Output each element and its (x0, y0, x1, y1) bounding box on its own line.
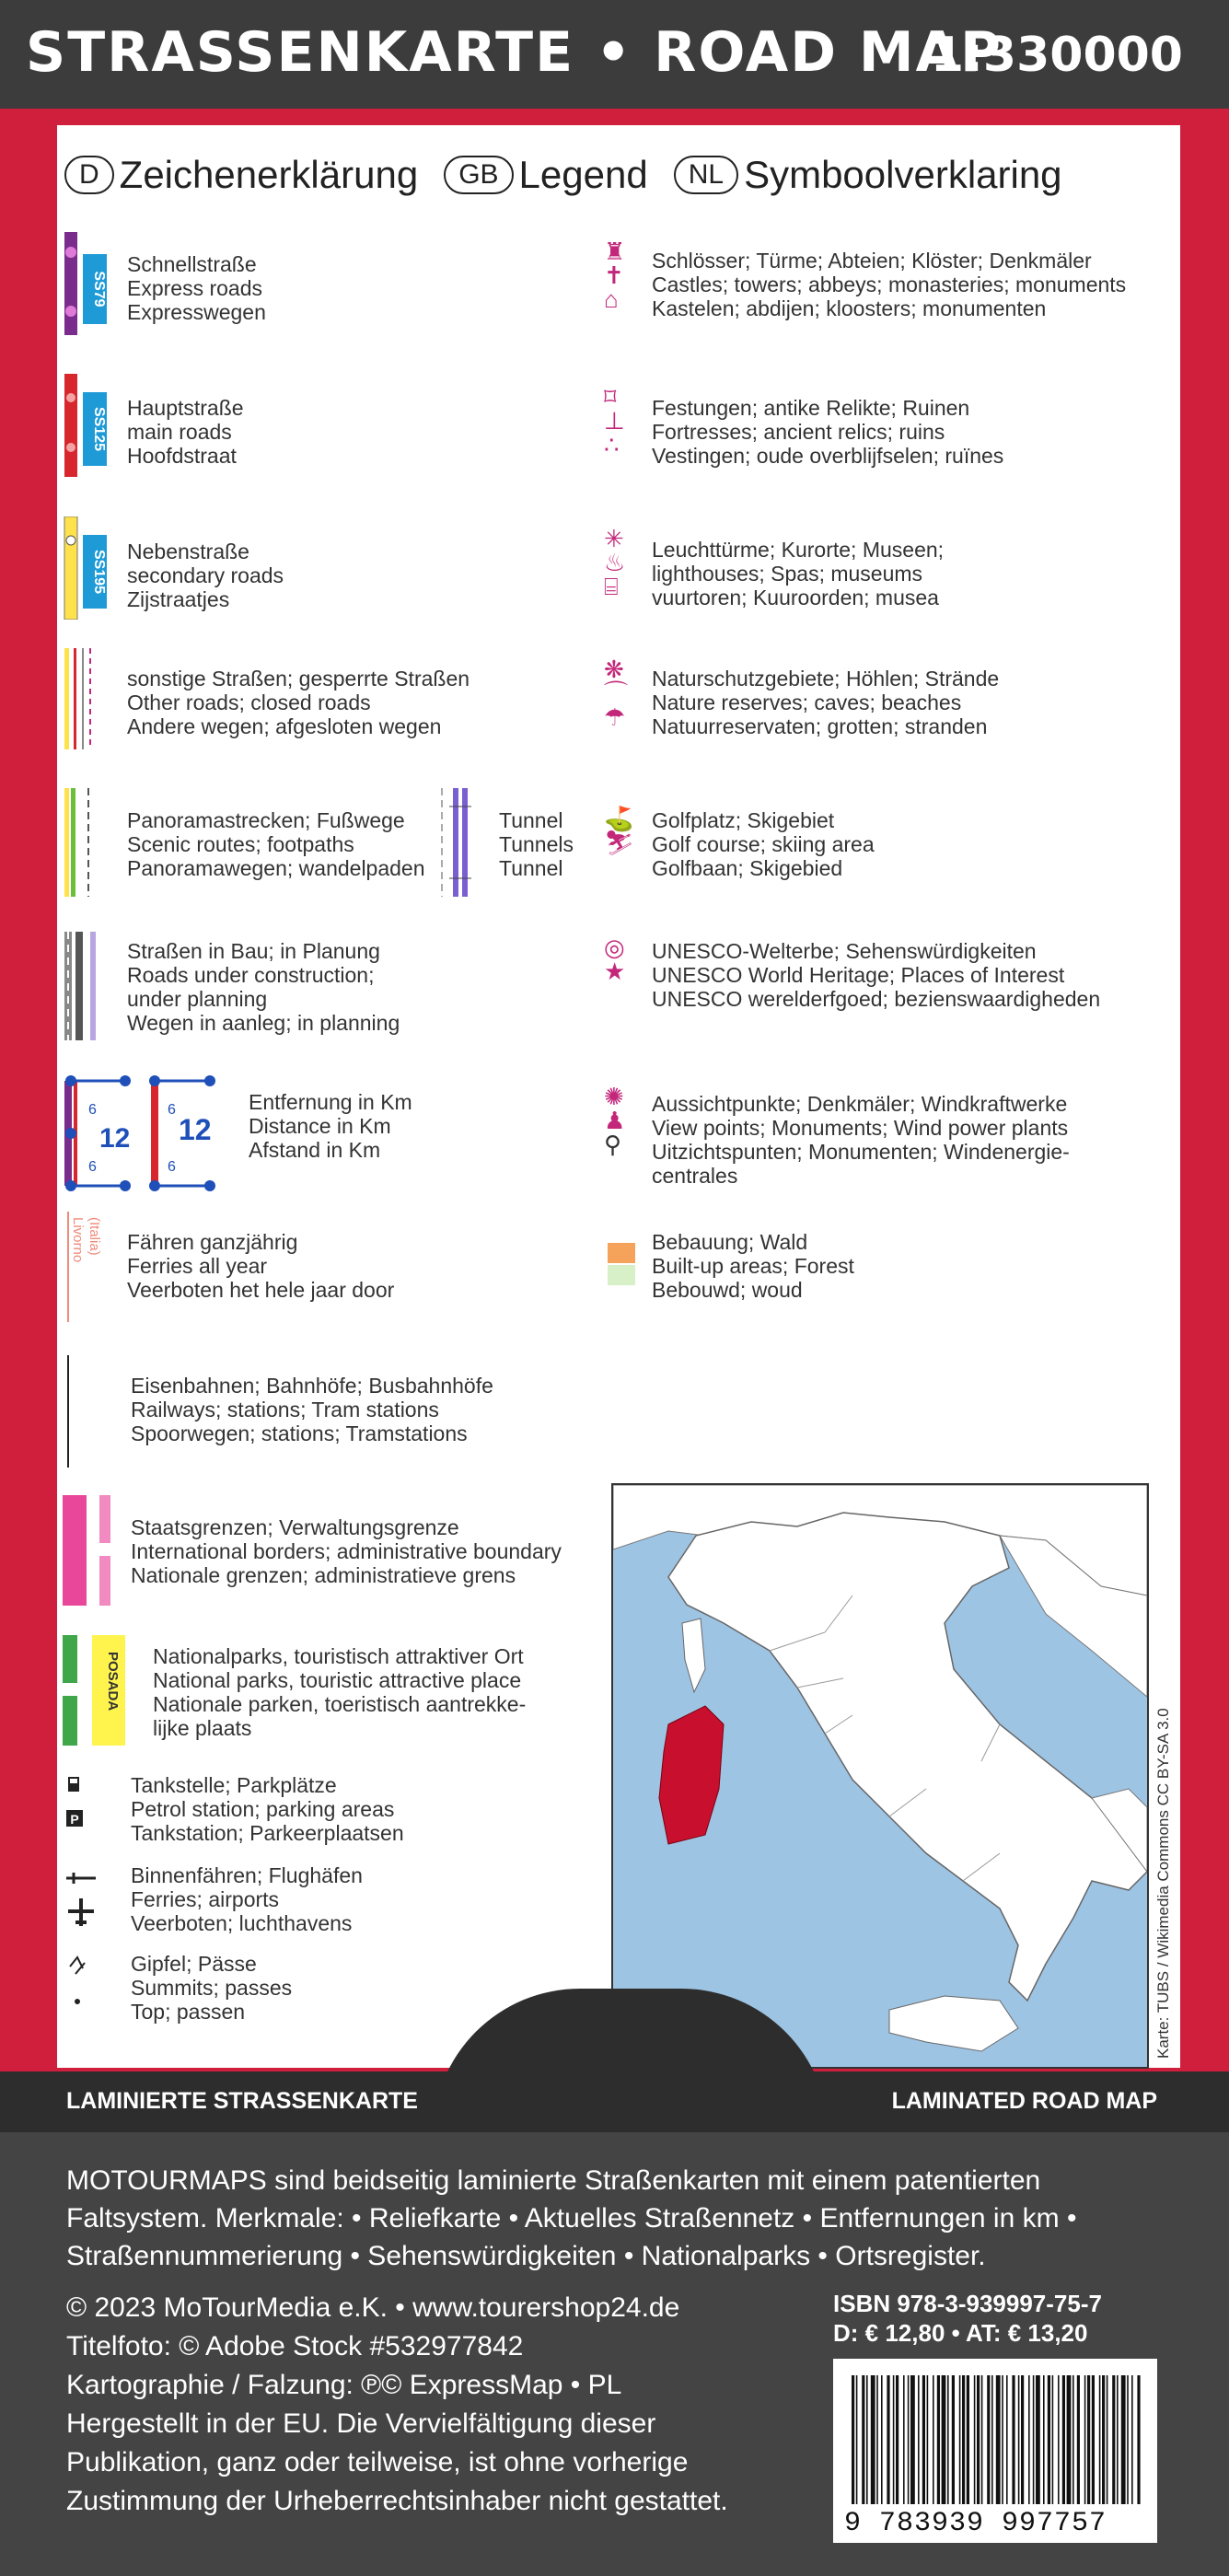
barcode-bar (1012, 2375, 1015, 2504)
barcode-bar (881, 2375, 883, 2504)
barcode-bar (856, 2375, 858, 2504)
barcode-bar (947, 2375, 949, 2504)
barcode-bar (987, 2375, 990, 2504)
barcode-bar (862, 2375, 864, 2504)
sicily (889, 1996, 1018, 2051)
legend-secondary-roads: Nebenstraße secondary roads Zijstraatjes (127, 540, 284, 611)
barcode-bar (1121, 2375, 1126, 2504)
lang-code-gb: GB (444, 156, 513, 194)
secondary-road-symbol (63, 516, 118, 620)
barcode-bar (893, 2375, 895, 2504)
legend-viewpoints: Aussichtpunkte; Denkmäler; Windkraftwerke View points; Monuments; Wind power plants Uitzichtspunten; Monumenten; Windenergie- centrales (652, 1092, 1070, 1188)
barcode-bar (1099, 2375, 1101, 2504)
isbn-price-block (833, 2289, 1102, 2348)
barcode-bar (1072, 2375, 1074, 2504)
unesco-interest-icons: ◎ ★ (604, 934, 626, 985)
barcode-bar (908, 2375, 910, 2504)
barcode-bar (942, 2375, 946, 2504)
legend-fortresses: Festungen; antike Relikte; Ruinen Fortresses; ancient relics; ruins Vestingen; oude overblijfselen; ruïnes (652, 396, 1004, 468)
publisher-info-section (0, 2132, 1229, 2576)
summit-pass-symbol (63, 1950, 99, 2014)
barcode-bar (922, 2375, 925, 2504)
builtup-forest-symbol (608, 1243, 639, 1289)
barcode-bar (937, 2375, 940, 2504)
legend-unesco: UNESCO-Welterbe; Sehenswürdigkeiten UNESCO World Heritage; Places of Interest UNESCO werelderfgoed; bezienswaardigheden (652, 939, 1101, 1011)
barcode-bar (1137, 2375, 1140, 2504)
barcode-bar (1048, 2375, 1050, 2504)
barcode-bar (1043, 2375, 1045, 2504)
copyright-line: © 2023 MoTourMedia e.K. • www.tourershop24.de (66, 2292, 680, 2323)
other-roads-symbol (63, 648, 118, 749)
distance-small-d: 6 (168, 1159, 176, 1175)
scenic-route-symbol (63, 788, 118, 897)
tunnel-symbol (433, 788, 488, 897)
header-bar (0, 0, 1229, 109)
barcode-bar (1058, 2375, 1060, 2504)
distance-small-a: 6 (88, 1102, 97, 1118)
isbn-number: ISBN 978-3-939997-75-7 (833, 2290, 1102, 2317)
band-label-de: LAMINIERTE STRASSENKARTE (66, 2088, 418, 2114)
barcode-bar (876, 2375, 878, 2504)
barcode-digits: 9 783939 997757 (844, 2508, 1107, 2539)
barcode-bar (1112, 2375, 1115, 2504)
construction-road-symbol (63, 932, 118, 1040)
barcode-bar (927, 2375, 929, 2504)
laminated-band (0, 2071, 1229, 2132)
barcode-bar (1087, 2375, 1090, 2504)
viewpoint-monument-wind-icons: ✺ ♟ ⚲ (604, 1083, 626, 1158)
rights-line-1: Hergestellt in der EU. Die Vervielfältigung dieser (66, 2408, 656, 2439)
nature-cave-beach-icons: ❋ ⌒ ☂ (604, 656, 629, 731)
barcode-bar (991, 2375, 993, 2504)
lang-label-d: Zeichenerklärung (119, 153, 419, 196)
barcode-bar (1107, 2375, 1108, 2504)
fortress-relic-ruin-icons: ⌑ ⊥ ∴ (604, 383, 625, 458)
legend-borders: Staatsgrenzen; Verwaltungsgrenze International borders; administrative boundary Nationale grenzen; administratieve grens (131, 1515, 562, 1587)
distance-big-b: 12 (179, 1113, 212, 1146)
barcode-bar (896, 2375, 899, 2504)
legend-petrol-parking: Tankstelle; Parkplätze Petrol station; parking areas Tankstation; Parkeerplaatsen (131, 1773, 404, 1845)
parking-glyph: P (70, 1812, 79, 1827)
lang-label-nl: Symboolverklaring (744, 153, 1062, 196)
barcode-bar (1117, 2375, 1119, 2504)
lighthouse-spa-museum-icons: ✳ ♨ ⌸ (604, 525, 626, 600)
barcode-bar (1127, 2375, 1129, 2504)
barcode-bar (1033, 2375, 1035, 2504)
legend-roads-under-construction: Straßen in Bau; in Planung Roads under construction; under planning Wegen in aanleg; in planning (127, 939, 400, 1035)
barcode-bar (967, 2375, 969, 2504)
barcode-bar (1077, 2375, 1080, 2504)
legend-castles: Schlösser; Türme; Abteien; Klöster; Denkmäler Castles; towers; abbeys; monasteries; monuments Kastelen; abdijen; kloosters; monumenten (652, 249, 1127, 320)
barcode-bar (933, 2375, 934, 2504)
lang-code-d: D (64, 156, 114, 194)
map-credit: Karte: TUBS / Wikimedia Commons CC BY-SA 3.0 (1154, 1708, 1172, 2059)
ferry-place-label: Livorno (70, 1217, 86, 1263)
barcode-bar (952, 2375, 955, 2504)
rights-line-2: Publikation, ganz oder teilweise, ist ohne vorherige (66, 2447, 689, 2477)
sardinia-highlight (659, 1706, 724, 1844)
barcode-bar (1067, 2375, 1072, 2504)
legend-nature-reserves: Naturschutzgebiete; Höhlen; Strände Nature reserves; caves; beaches Natuurreservaten; grotten; stranden (652, 667, 1000, 738)
legend-main-roads: Hauptstraße main roads Hoofdstraat (127, 396, 244, 468)
rights-line-3: Zustimmung der Urheberrechtsinhaber nicht gestattet. (66, 2486, 728, 2516)
barcode-bar (903, 2375, 905, 2504)
legend-ferries: Fähren ganzjährig Ferries all year Veerboten het hele jaar door (127, 1230, 395, 1302)
legend-ferries-airports: Binnenfähren; Flughäfen Ferries; airports Veerboten; luchthavens (131, 1863, 363, 1935)
barcode-bar (959, 2375, 961, 2504)
barcode-bar (1018, 2375, 1020, 2504)
railway-symbol (63, 1355, 81, 1468)
legend-railways: Eisenbahnen; Bahnhöfe; Busbahnhöfe Railways; stations; Tram stations Spoorwegen; stations; Tramstations (131, 1374, 493, 1445)
barcode-bar (962, 2375, 965, 2504)
secondary-road-badge: SS195 (91, 549, 107, 595)
national-park-badge: POSADA (105, 1652, 121, 1712)
product-description: MOTOURMAPS sind beidseitig laminierte Straßenkarten mit einem patentierten Faltsystem. Merkmale: • Reliefkarte • Aktuelles Straßennetz • Entfernungen in km • Straßennummerierung • Sehenswürdigkeiten • Nationalparks • Ortsregister. (66, 2165, 1077, 2271)
barcode-bar (974, 2375, 976, 2504)
barcode-bar (1021, 2375, 1024, 2504)
legend-header (64, 147, 1169, 203)
ferry-country-label: (Italia) (87, 1217, 102, 1256)
distance-symbol (63, 1073, 247, 1193)
national-park-symbol (63, 1635, 136, 1746)
castle-tower-abbey-icons: ♜ ✝ ⌂ (604, 238, 626, 313)
barcode-bar (1028, 2375, 1030, 2504)
barcode-bar (981, 2375, 983, 2504)
main-road-symbol (63, 374, 118, 477)
lang-code-nl: NL (674, 156, 738, 194)
barcode-bar (887, 2375, 889, 2504)
lang-label-gb: Legend (518, 153, 648, 196)
barcode-bar (1131, 2375, 1133, 2504)
barcode-bar (996, 2375, 1001, 2504)
legend-distance: Entfernung in Km Distance in Km Afstand in Km (249, 1090, 412, 1162)
barcode-bar (1052, 2375, 1054, 2504)
band-label-en: LAMINATED ROAD MAP (891, 2088, 1157, 2114)
legend-summits-passes: Gipfel; Pässe Summits; passes Top; passen (131, 1952, 293, 2024)
barcode-bar (977, 2375, 980, 2504)
fuel-parking-symbol (63, 1773, 99, 1838)
barcode-bar (1084, 2375, 1086, 2504)
barcode-bar (866, 2375, 868, 2504)
legend-builtup-forest: Bebauung; Wald Built-up areas; Forest Bebouwd; woud (652, 1230, 854, 1302)
legend-national-parks: Nationalparks, touristisch attraktiver Ort National parks, touristic attractive place Nationale parken, toeristisch aantrekke- lijke plaats (153, 1644, 527, 1740)
ferry-airport-symbol (63, 1865, 109, 1930)
legend-lighthouses: Leuchttürme; Kurorte; Museen; lighthouses; Spas; museums vuurtoren; Kuuroorden; musea (652, 538, 945, 609)
legend-scenic-routes: Panoramastrecken; Fußwege Scenic routes; footpaths Panoramawegen; wandelpaden (127, 808, 425, 880)
italy-overview-map (611, 1483, 1149, 2069)
barcode-bar (918, 2375, 920, 2504)
photo-credit-line: Titelfoto: © Adobe Stock #532977842 (66, 2331, 524, 2361)
legend-panel (57, 125, 1180, 2068)
barcode-bar (1036, 2375, 1040, 2504)
barcode (833, 2359, 1157, 2543)
legend-express-roads: Schnellstraße Express roads Expresswegen (127, 252, 266, 324)
ferry-symbol (63, 1212, 109, 1322)
express-road-badge: SS79 (91, 271, 107, 307)
barcode-bar (871, 2375, 875, 2504)
legend-other-roads: sonstige Straßen; gesperrte Straßen Other roads; closed roads Andere wegen; afgesloten wegen (127, 667, 470, 738)
legend-tunnels: Tunnel Tunnels Tunnel (499, 808, 574, 880)
distance-small-c: 6 (168, 1102, 176, 1118)
legend-golf-ski: Golfplatz; Skigebiet Golf course; skiing area Golfbaan; Skigebied (652, 808, 875, 880)
barcode-bar (1006, 2375, 1008, 2504)
price-line: D: € 12,80 • AT: € 13,20 (833, 2319, 1088, 2347)
barcode-bar (1102, 2375, 1105, 2504)
cartography-line: Kartographie / Falzung: ℗© ExpressMap • PL (66, 2370, 622, 2400)
barcode-bar (1062, 2375, 1065, 2504)
map-scale: 1:330000 (930, 28, 1183, 83)
barcode-bar (910, 2375, 915, 2504)
imprint (66, 2289, 728, 2521)
express-road-symbol (63, 232, 118, 335)
map-title: STRASSENKARTE • ROAD MAP (26, 20, 1003, 85)
barcode-bar (1092, 2375, 1095, 2504)
main-road-badge: SS125 (91, 406, 107, 452)
distance-big-a: 12 (99, 1123, 131, 1154)
corsica (682, 1619, 705, 1692)
golf-ski-icons: ⛳ ⛷ (604, 805, 635, 856)
barcode-bar (1002, 2375, 1003, 2504)
distance-small-b: 6 (88, 1159, 97, 1175)
barcode-bar (852, 2375, 854, 2504)
border-symbol (63, 1495, 118, 1606)
